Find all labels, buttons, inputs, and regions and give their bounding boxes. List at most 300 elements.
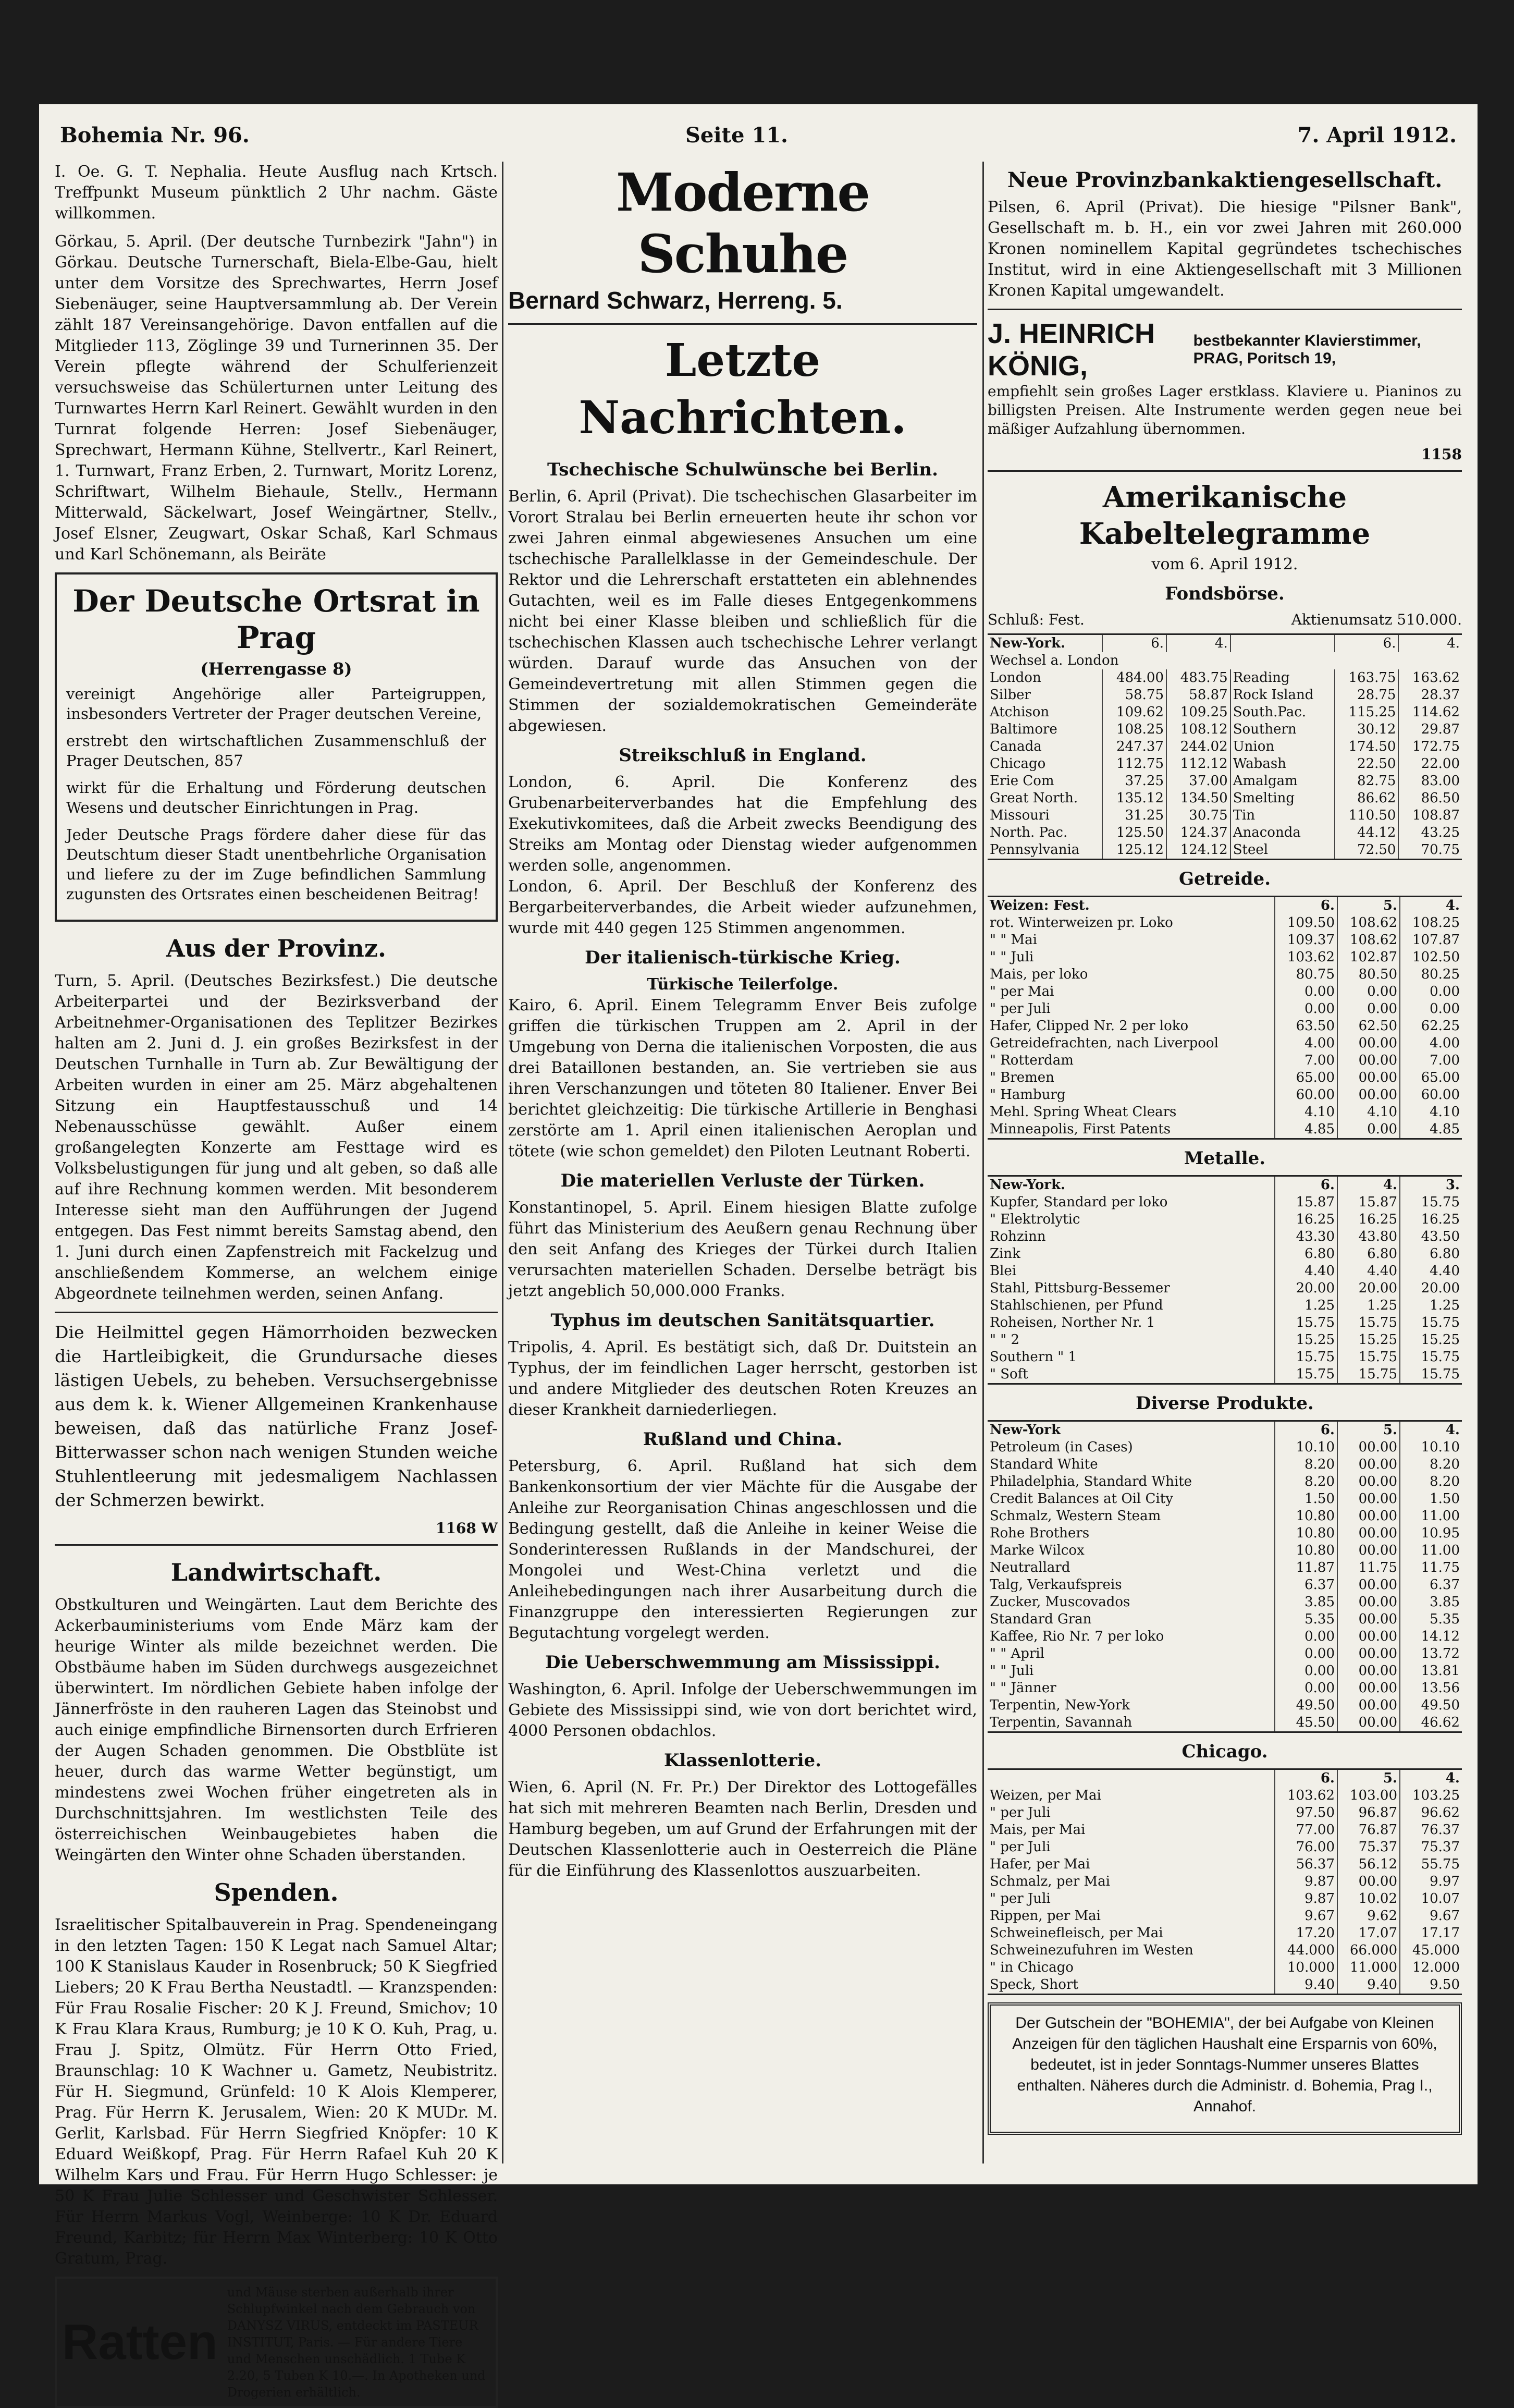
table-cell: 10.10 [1400,1439,1462,1456]
table-cell: 43.30 [1275,1228,1337,1245]
stock-cell: Great North. [990,790,1078,806]
stock-cell: Reading [1230,669,1335,687]
table-cell: 8.20 [1400,1456,1462,1473]
stock-cell: Pennsylvania [990,842,1080,858]
table-cell: 9.97 [1400,1873,1462,1890]
spenden-heading: Spenden. [214,1878,339,1906]
table-cell: 49.50 [1275,1697,1337,1714]
table-cell: 43.80 [1337,1228,1400,1245]
article-heading: Rußland und China. [643,1429,843,1450]
table-cell: " per Juli [990,1001,1051,1017]
table-row [988,1908,1462,1925]
table-cell: Petroleum (in Cases) [990,1439,1133,1455]
table-row [988,1280,1462,1297]
table-cell: 109.50 [1275,914,1337,932]
chicago-heading: Chicago. [1181,1741,1268,1762]
table-cell: 11.000 [1337,1959,1400,1976]
table-row [988,966,1462,983]
stock-cell: 114.62 [1398,704,1462,721]
stock-cell: Canada [990,739,1042,754]
table-cell: Rippen, per Mai [990,1908,1101,1924]
stock-cell: 108.12 [1166,721,1230,738]
table-cell: 13.56 [1400,1680,1462,1697]
stock-cell: 109.25 [1166,704,1230,721]
table-row [988,1245,1462,1263]
table-cell: " " Juli [990,949,1034,965]
table-cell: 46.62 [1400,1714,1462,1731]
table-cell: 9.40 [1275,1976,1337,1994]
table-cell: 11.75 [1400,1559,1462,1576]
table-cell: Neutrallard [990,1560,1070,1575]
stock-cell: 70.75 [1398,841,1462,859]
stock-cell: 83.00 [1398,773,1462,790]
table-row [988,1822,1462,1839]
table-cell: 8.20 [1400,1473,1462,1490]
table-cell: Talg, Verkaufspreis [990,1577,1122,1593]
table-cell: Standard Gran [990,1611,1092,1627]
table-row [988,1018,1462,1035]
table-cell: 00.00 [1337,1490,1400,1508]
table-cell: 9.87 [1275,1890,1337,1908]
table-cell: 9.40 [1337,1976,1400,1994]
table-cell: 00.00 [1337,1680,1400,1697]
table-cell: 00.00 [1337,1542,1400,1559]
wechsel-row [988,652,1462,669]
table-cell: 0.00 [1337,1121,1400,1138]
shoe-ad-title: Moderne Schuhe [616,162,869,285]
table-row [988,1104,1462,1121]
table-cell: " " 2 [990,1332,1019,1348]
stock-cell: 44.12 [1335,824,1399,841]
ortsrat-p4: Jeder Deutsche Prags fördere daher diese für das Deutschtum dieser Stadt unentbehrliche Organisation und liefere zu der im Zuge befindlichen Sammlung zugunsten des Ortsrates einen bescheidenen Beitrag! [66,826,486,903]
table-cell: 15.75 [1400,1314,1462,1331]
table-cell: 0.00 [1275,1645,1337,1663]
table-cell: 00.00 [1337,1508,1400,1525]
schluss-label: Schluß: Fest. [988,611,1085,628]
stock-cell: 86.50 [1398,790,1462,807]
table-header [988,897,1462,914]
koenig-text: empfiehlt sein großes Lager erstklass. Klaviere u. Pianinos zu billigsten Preisen. Alte Instrumente werden gegen neue bei mäßiger Aufzahlung übernommen. [988,383,1462,437]
table-row [988,1628,1462,1645]
table-cell: Zink [990,1246,1020,1262]
table-cell: Kaffee, Rio Nr. 7 per loko [990,1629,1164,1644]
table-cell: 0.00 [1337,1000,1400,1018]
table-cell: 1.50 [1400,1490,1462,1508]
stock-cell: 30.75 [1166,807,1230,824]
table-cell: 66.000 [1337,1942,1400,1959]
table-row [988,914,1462,932]
table-cell: 11.00 [1400,1542,1462,1559]
table-cell: 63.50 [1275,1018,1337,1035]
table-cell: 4.10 [1275,1104,1337,1121]
table-row [988,1194,1462,1211]
table-cell: 00.00 [1337,1611,1400,1628]
table-cell: 5.35 [1275,1611,1337,1628]
table-cell: 10.07 [1400,1890,1462,1908]
table-cell: 108.62 [1337,914,1400,932]
header-cell: 5. [1337,1770,1400,1787]
divider [55,1544,498,1546]
stock-cell: Smelting [1230,790,1335,807]
stock-table-wrap [988,633,1462,860]
table-cell: 00.00 [1337,1525,1400,1542]
stock-cell: Chicago [990,756,1046,772]
table-row [988,983,1462,1000]
table-cell: 103.62 [1275,1787,1337,1804]
table-cell: 9.50 [1400,1976,1462,1994]
heilmittel-ref: 1168 W [435,1520,498,1537]
table-row [988,1714,1462,1731]
table-cell: 76.00 [1275,1839,1337,1856]
table-cell: Southern " 1 [990,1349,1077,1365]
cable-date: vom 6. April 1912. [1151,555,1298,573]
table-cell: " " Juli [990,1663,1034,1679]
article-heading: Typhus im deutschen Sanitätsquartier. [550,1310,935,1331]
table-cell: Kupfer, Standard per loko [990,1194,1168,1210]
column-rule-2 [982,162,984,2163]
table-cell: 00.00 [1337,1697,1400,1714]
goerkau-report: Görkau, 5. April. (Der deutsche Turnbezirk "Jahn") in Görkau. Deutsche Turnerschaft, Biela-Elbe-Gau, hielt unter dem Vorsitze des Sprechwartes, Herrn Josef Siebenäuger, seine Hauptversammlung ab. Der Verein zählt 187 Vereinsangehörige. Davon entfallen auf die Mitglieder 113, Zöglinge 39 und Turnerinnen 35. Der Verein pflegte während der Schulferienzeit versuchsweise das Schülerturnen unter Leitung des Turnwartes Herrn Karl Reinert. Gewählt wurden in den Turnrat folgende Herren: Josef Siebenäuger, Sprechwart, Hermann Kühne, Stellvertr., Karl Reinert, 1. Turnwart, Franz Erben, 2. Turnwart, Moritz Lorenz, Schriftwart, Wilhelm Biehaule, Stellv., Hermann Mitterwald, Säckelwart, Josef Weingärtner, Stellv., Josef Elsner, Zeugwart, Oskar Schaß, Karl Schmaus und Karl Schönemann, als Beiräte [55,233,498,564]
article-text: London, 6. April. Die Konferenz des Grubenarbeiterverbandes hat die Empfehlung des Exekutivkomitees, daß die Arbeit zwecks Beendigung des Streiks am Montag oder Dienstag wieder aufgenommen werden solle, angenommen. London, 6. April. Der Beschluß der Konferenz des Bergarbeiterverbandes, die Arbeit wieder aufzunehmen, wurde mit 440 gegen 125 Stimmen angenommen. [508,773,977,937]
article-text: Kairo, 6. April. Einem Telegramm Enver Beis zufolge griffen die türkischen Truppen am 2. April in der Umgebung von Derna die italienischen Vorposten, die aus drei Bataillonen bestanden, an. Sie vertrieben sie aus ihren Verschanzungen und töteten 80 Italiener. Enver Bei berichtet gleichzeitig: Die türkische Artillerie in Benghasi zerstörte am 1. April einen italienischen Aeroplan und tötete (wie schon gemeldet) den Piloten Leutnant Roberti. [508,996,977,1160]
stock-cell: 112.75 [1102,755,1166,773]
table-row [988,1228,1462,1245]
table-row [988,1052,1462,1069]
table-cell: Getreidefrachten, nach Liverpool [990,1035,1218,1051]
table-header [988,1177,1462,1194]
table-cell: 17.20 [1275,1925,1337,1942]
table-row [988,1525,1462,1542]
ratten-text: und Mäuse sterben außerhalb ihrer Schlupfwinkel nach dem Gebrauch von DANYSZ VIRUS, entdeckt im PASTEUR INSTITUT, Paris. — Für andere Tiere und Menschen unschädlich. 1 Tube K 2.20, 5 Tuben K 10.—. In Apotheken und Drogerien erhältlich. [227,2285,486,2400]
header-cell: 4. [1400,1770,1462,1787]
table-cell: " Bremen [990,1070,1054,1085]
table-cell: Terpentin, Savannah [990,1715,1133,1730]
header-cell: 4. [1400,897,1462,914]
stock-cell: Steel [1230,841,1335,859]
getreide-table [988,897,1462,1138]
table-cell: 15.75 [1400,1194,1462,1211]
stock-row [988,721,1462,738]
fonds-heading: Fondsbörse. [1165,583,1285,604]
table-cell: Mais, per loko [990,967,1088,982]
stock-cell: 163.75 [1335,669,1399,687]
article-heading: Streikschluß in England. [619,745,867,766]
header-cell [988,1770,1275,1787]
table-row [988,1000,1462,1018]
table-cell: 00.00 [1337,1714,1400,1731]
table-cell: 00.00 [1337,1594,1400,1611]
umsatz-label: Aktienumsatz 510.000. [1291,611,1462,628]
col-6: 6. [1102,635,1166,652]
table-cell: 12.000 [1400,1959,1462,1976]
header-cell: New-York [990,1422,1061,1438]
table-cell: 107.87 [1400,932,1462,949]
table-row [988,1542,1462,1559]
stock-row [988,807,1462,824]
article-text: Washington, 6. April. Infolge der Ueberschwemmungen im Gebiete des Mississippi sind, wie von dort berichtet wird, 4000 Personen obdachlos. [508,1680,977,1740]
table-cell: 10.95 [1400,1525,1462,1542]
stock-row [988,738,1462,755]
table-cell: 10.80 [1275,1508,1337,1525]
table-row [988,932,1462,949]
table-row [988,1873,1462,1890]
table-cell: " Hamburg [990,1087,1066,1103]
header-cell: 5. [1337,897,1400,914]
stock-cell: 483.75 [1166,669,1230,687]
table-row [988,1925,1462,1942]
header-cell: Weizen: Fest. [990,898,1090,913]
provinz-heading: Aus der Provinz. [166,934,387,962]
stock-row [988,755,1462,773]
table-cell: 76.37 [1400,1822,1462,1839]
table-cell: 56.37 [1275,1856,1337,1873]
header-cell: 6. [1275,1177,1337,1194]
stock-cell: 112.12 [1166,755,1230,773]
stock-cell: 22.50 [1335,755,1399,773]
table-cell: 65.00 [1400,1069,1462,1086]
bank-heading: Neue Provinzbankaktiengesellschaft. [1007,168,1443,192]
stock-cell: 58.75 [1102,687,1166,704]
table-cell: 20.00 [1400,1280,1462,1297]
latest-news-title: Letzte Nachrichten. [578,334,907,444]
shoe-ad-address: Bernard Schwarz, Herreng. 5. [508,287,843,314]
table-cell: " in Chicago [990,1960,1074,1975]
table-row [988,1804,1462,1822]
column-middle [508,162,977,2163]
header-cell: 5. [1337,1422,1400,1439]
stock-cell: 58.87 [1166,687,1230,704]
article-text: Berlin, 6. April (Privat). Die tschechischen Glasarbeiter im Vorort Stralau bei Berlin erneuerten heute ihr schon vor zwei Jahren einmal abgewiesenes Ansuchen um eine tschechische Parallelklasse in der Gemeindeschule. Der Rektor und die Lehrerschaft erstatteten ein ablehnendes Gutachten, weil es im Falle dieses Entgegenkommens nicht bei einer Klasse bleiben und schließlich für die tschechischen Klassen auch tschechische Lehrer verlangt würden. Darauf wurde das Ansuchen von der Gemeindevertretung mit allen Stimmen gegen die Stimmen der sozialdemokratischen Gemeinderäte abgewiesen. [508,487,977,735]
table-row [988,1508,1462,1525]
table-row [988,1121,1462,1138]
table-cell: 0.00 [1400,983,1462,1000]
heilmittel-ad: Die Heilmittel gegen Hämorrhoiden bezwecken die Hartleibigkeit, die Grundursache dieses lästigen Uebels, zu beheben. Versuchsergebnisse aus dem k. k. Wiener Allgemeinen Krankenhause beweisen, daß das natürliche Franz Josef-Bitterwasser schon nach wenigen Stunden weiche Stuhlentleerung mit jedesmaligem Nachlassen der Schmerzen bewirkt. [55,1322,498,1510]
table-row [988,1976,1462,1994]
table-cell: " " Jänner [990,1680,1056,1696]
table-cell: 103.00 [1337,1787,1400,1804]
table-cell: 0.00 [1275,1000,1337,1018]
table-cell: " Rotterdam [990,1053,1074,1068]
table-cell: 16.25 [1337,1211,1400,1228]
table-cell: 20.00 [1275,1280,1337,1297]
table-cell: " Soft [990,1366,1028,1382]
table-row [988,1439,1462,1456]
stock-row [988,824,1462,841]
table-cell: 20.00 [1337,1280,1400,1297]
table-cell: 4.40 [1337,1263,1400,1280]
table-cell: Philadelphia, Standard White [990,1474,1192,1489]
stock-cell: 109.62 [1102,704,1166,721]
stock-cell: 31.25 [1102,807,1166,824]
table-cell: Mais, per Mai [990,1822,1086,1838]
koenig-name: J. HEINRICH KÖNIG, [988,318,1155,382]
table-cell: 15.87 [1275,1194,1337,1211]
table-cell: 0.00 [1337,983,1400,1000]
table-cell: 4.40 [1275,1263,1337,1280]
koenig-address: bestbekannter Klavierstimmer, PRAG, Poritsch 19, [1193,332,1421,367]
table-cell: 15.75 [1275,1366,1337,1383]
table-cell: 15.75 [1400,1349,1462,1366]
table-cell: Standard White [990,1457,1098,1472]
article-heading: Der italienisch-türkische Krieg. [585,947,901,968]
table-cell: 3.85 [1400,1594,1462,1611]
article-heading: Die Ueberschwemmung am Mississippi. [545,1652,941,1673]
article-text: Konstantinopel, 5. April. Einem hiesigen Blatte zufolge führt das Ministerium des Aeußern genau Rechnung über den seit Anfang des Krieges der Türkei durch Italien verursachten materiellen Schaden. Derselbe beträgt bis jetzt angeblich 50,000.000 Franks. [508,1199,977,1300]
table-cell: 103.25 [1400,1787,1462,1804]
stock-cell: Atchison [990,704,1050,720]
table-cell: Schweinezufuhren im Westen [990,1942,1193,1958]
table-cell: 13.72 [1400,1645,1462,1663]
article-subheading: Türkische Teilerfolge. [647,975,839,994]
table-cell: 108.62 [1337,932,1400,949]
table-cell: 6.80 [1400,1245,1462,1263]
provinz-text: Turn, 5. April. (Deutsches Bezirksfest.) Die deutsche Arbeiterpartei und der Bezirksverband der Arbeitnehmer-Organisationen des Teplitzer Bezirkes halten am 2. Juni d. J. ein großes Bezirksfest in der Deutschen Turnhalle in Turn ab. Zur Bewältigung der Arbeiten wurden in einer am 25. März abgehaltenen Sitzung ein Hauptfestausschuß und 14 Nebenausschüsse gewählt. Außer einem großangelegten Konzerte am Festtage wird es Volksbelustigungen für jung und alt geben, so daß alle auf ihre Rechnung kommen werden. Mit besonderem Interesse sieht man den Aufführungen der Jugend entgegen. Das Fest nimmt bereits Samstag abend, den 1. Juni durch einen Zapfenstreich mit Fackelzug und anschließendem Kommerse, an welchem einige Abgeordnete teilnehmen werden, seinen Anfang. [55,972,498,1303]
stock-cell: Wabash [1230,755,1335,773]
table-cell: " per Juli [990,1891,1051,1906]
header-cell: 4. [1337,1177,1400,1194]
fonds-summary [988,610,1462,629]
table-cell: 3.85 [1275,1594,1337,1611]
divider [55,1312,498,1313]
table-cell: 55.75 [1400,1856,1462,1873]
table-row [988,1211,1462,1228]
stock-cell: 108.25 [1102,721,1166,738]
table-header [988,1422,1462,1439]
table-cell: 43.50 [1400,1228,1462,1245]
table-cell: 109.37 [1275,932,1337,949]
table-cell: 11.87 [1275,1559,1337,1576]
ortsrat-p3: wirkt für die Erhaltung und Förderung deutschen Wesens und deutscher Einrichtungen in Prag. [66,779,486,816]
table-cell: Stahl, Pittsburg-Bessemer [990,1280,1170,1296]
table-cell: 00.00 [1337,1456,1400,1473]
nephalia-notice: I. Oe. G. T. Nephalia. Heute Ausflug nach Krtsch. Treffpunkt Museum pünktlich 2 Uhr nachm. Gäste willkommen. [55,163,498,223]
ortsrat-p2: erstrebt den wirtschaftlichen Zusammenschluß der Prager Deutschen, 857 [66,732,486,769]
table-cell: 97.50 [1275,1804,1337,1822]
table-cell: Credit Balances at Oil City [990,1491,1173,1507]
table-cell: 9.67 [1275,1908,1337,1925]
table-row [988,1890,1462,1908]
stock-header [988,635,1462,652]
table-cell: Blei [990,1263,1017,1279]
table-row [988,1663,1462,1680]
table-row [988,1611,1462,1628]
stock-cell: North. Pac. [990,825,1068,840]
table-row [988,1576,1462,1594]
table-cell: 102.87 [1337,949,1400,966]
koenig-ad [988,317,1462,463]
table-cell: 4.10 [1400,1104,1462,1121]
column-left [55,162,498,2400]
table-cell: 00.00 [1337,1473,1400,1490]
table-cell: 15.75 [1275,1314,1337,1331]
table-cell: " Elektrolytic [990,1212,1080,1227]
table-row [988,1594,1462,1611]
table-cell: 96.62 [1400,1804,1462,1822]
stock-cell: 124.12 [1166,841,1230,859]
metalle-table [988,1177,1462,1383]
stock-cell: 110.50 [1335,807,1399,824]
table-row [988,1490,1462,1508]
table-cell: Weizen, per Mai [990,1788,1101,1803]
table-cell: 0.00 [1275,983,1337,1000]
koenig-ref: 1158 [1421,446,1462,463]
table-cell: 45.000 [1400,1942,1462,1959]
stock-cell: 484.00 [1102,669,1166,687]
table-cell: 10.02 [1337,1890,1400,1908]
gutschein-text: Der Gutschein der "BOHEMIA", der bei Aufgabe von Kleinen Anzeigen für den täglichen Haushalt eine Ersparnis von 60%, bedeutet, ist in jeder Sonntags-Nummer unseres Blattes enthalten. Näheres durch die Administr. d. Bohemia, Prag I., Annahof. [1012,2014,1437,2115]
shoe-ad [508,162,977,316]
table-cell: " per Juli [990,1805,1051,1820]
spenden-text: Israelitischer Spitalbauverein in Prag. Spendeneingang in den letzten Tagen: 150 K Legat nach Samuel Altar; 100 K Stanislaus Kauder in Rosenbruck; 50 K Siegfried Liebers; 20 K Frau Bertha Neustadtl. — Kranzspenden: Für Frau Rosalie Fischer: 20 K J. Freund, Smichov; 10 K Frau Klara Kraus, Rumburg; je 10 K O. Kuh, Prag, u. Frau J. Spitz, Olmütz. Für Herrn Otto Fried, Braunschlag: 10 K Wachner u. Gametz, Neubistritz. Für H. Siegmund, Grünfeld: 10 K Alois Klemperer, Prag. Für Herrn K. Jerusalem, Wien: 20 K MUDr. M. Gerlit, Karlsbad. Für Herrn Siegfried Knöpfer: 10 K Eduard Weißkopf, Prag. Für Herrn Rafael Kuh 20 K Wilhelm Kars und Frau. Für Herrn Hugo Schlesser: je 50 K Frau Julie Schlesser und Geschwister Schlesser. Für Herrn Markus Vogl, Weinberge: 10 K Dr. Eduard Freund, Karbitz; für Herrn Max Winterberg: 10 K Otto Gratum, Prag. [55,1916,498,2268]
stock-cell: 37.00 [1166,773,1230,790]
stock-cell: 115.25 [1335,704,1399,721]
table-cell: " per Juli [990,1839,1051,1855]
stock-cell: 43.25 [1398,824,1462,841]
table-row [988,1086,1462,1104]
table-cell: 1.50 [1275,1490,1337,1508]
stock-cell: 72.50 [1335,841,1399,859]
stock-cell: 28.75 [1335,687,1399,704]
table-cell: 0.00 [1275,1663,1337,1680]
table-cell: 16.25 [1400,1211,1462,1228]
table-cell: 4.00 [1275,1035,1337,1052]
landwirtschaft-text: Obstkulturen und Weingärten. Laut dem Berichte des Ackerbauministeriums vom Ende März kam der heurige Winter als milde bezeichnet werden. Die Obstbäume haben im Süden durchwegs ausgezeichnet überwintert. Im nördlichen Gebiete haben infolge der Jännerfröste in den rauheren Lagen das Steinobst und auch einige empfindliche Birnensorten durch Erfrieren der Augen Schaden genommen. Die Obstblüte ist heuer, durch das warme Wetter begünstigt, um mindestens zwei Wochen früher eingetreten als in Durchschnittsjahren. Im westlichsten Teile des österreichischen Weinbaugebietes haben die Weingärten den Winter ohne Schaden überstanden. [55,1596,498,1864]
stock-cell: South.Pac. [1230,704,1335,721]
table-cell: 15.75 [1337,1349,1400,1366]
stock-cell: 28.37 [1398,687,1462,704]
table-row [988,1645,1462,1663]
table-cell: 62.50 [1337,1018,1400,1035]
table-cell: Schmalz, per Mai [990,1874,1110,1889]
table-cell: 77.00 [1275,1822,1337,1839]
table-row [988,1942,1462,1959]
table-row [988,1559,1462,1576]
table-row [988,1456,1462,1473]
stock-cell: London [990,670,1041,686]
article-text: Wien, 6. April (N. Fr. Pr.) Der Direktor des Lottogefälles hat sich mit mehreren Beamten nach Berlin, Dresden und Hamburg begeben, um auf Grund der Erfahrungen mit der Deutschen Klassenlotterie auch in Oesterreich die Pläne für die Einführung des Klassenlottos auszuarbeiten. [508,1778,977,1880]
stock-cell: Missouri [990,808,1050,823]
table-cell: Minneapolis, First Patents [990,1121,1171,1137]
table-cell: 1.25 [1275,1297,1337,1314]
header-cell: 3. [1400,1177,1462,1194]
table-cell: 17.07 [1337,1925,1400,1942]
divider [988,470,1462,472]
table-row [988,1069,1462,1086]
col-4b: 4. [1398,635,1462,652]
table-row [988,1697,1462,1714]
table-cell: 102.50 [1400,949,1462,966]
table-cell: 16.25 [1275,1211,1337,1228]
table-cell: 10.80 [1275,1542,1337,1559]
stock-cell: Rock Island [1230,687,1335,704]
table-cell: Zucker, Muscovados [990,1594,1130,1610]
stock-row [988,841,1462,859]
table-cell: 0.00 [1400,1000,1462,1018]
table-cell: rot. Winterweizen pr. Loko [990,915,1173,931]
stock-cell: 108.87 [1398,807,1462,824]
divider [508,323,977,325]
stock-cell: 86.62 [1335,790,1399,807]
table-row [988,1035,1462,1052]
table-cell: 108.25 [1400,914,1462,932]
stock-cell: Baltimore [990,722,1057,737]
table-row [988,1839,1462,1856]
table-cell: 4.10 [1337,1104,1400,1121]
stock-row [988,773,1462,790]
table-cell: 00.00 [1337,1645,1400,1663]
article-heading: Die materiellen Verluste der Türken. [560,1170,925,1191]
stock-cell: 172.75 [1398,738,1462,755]
